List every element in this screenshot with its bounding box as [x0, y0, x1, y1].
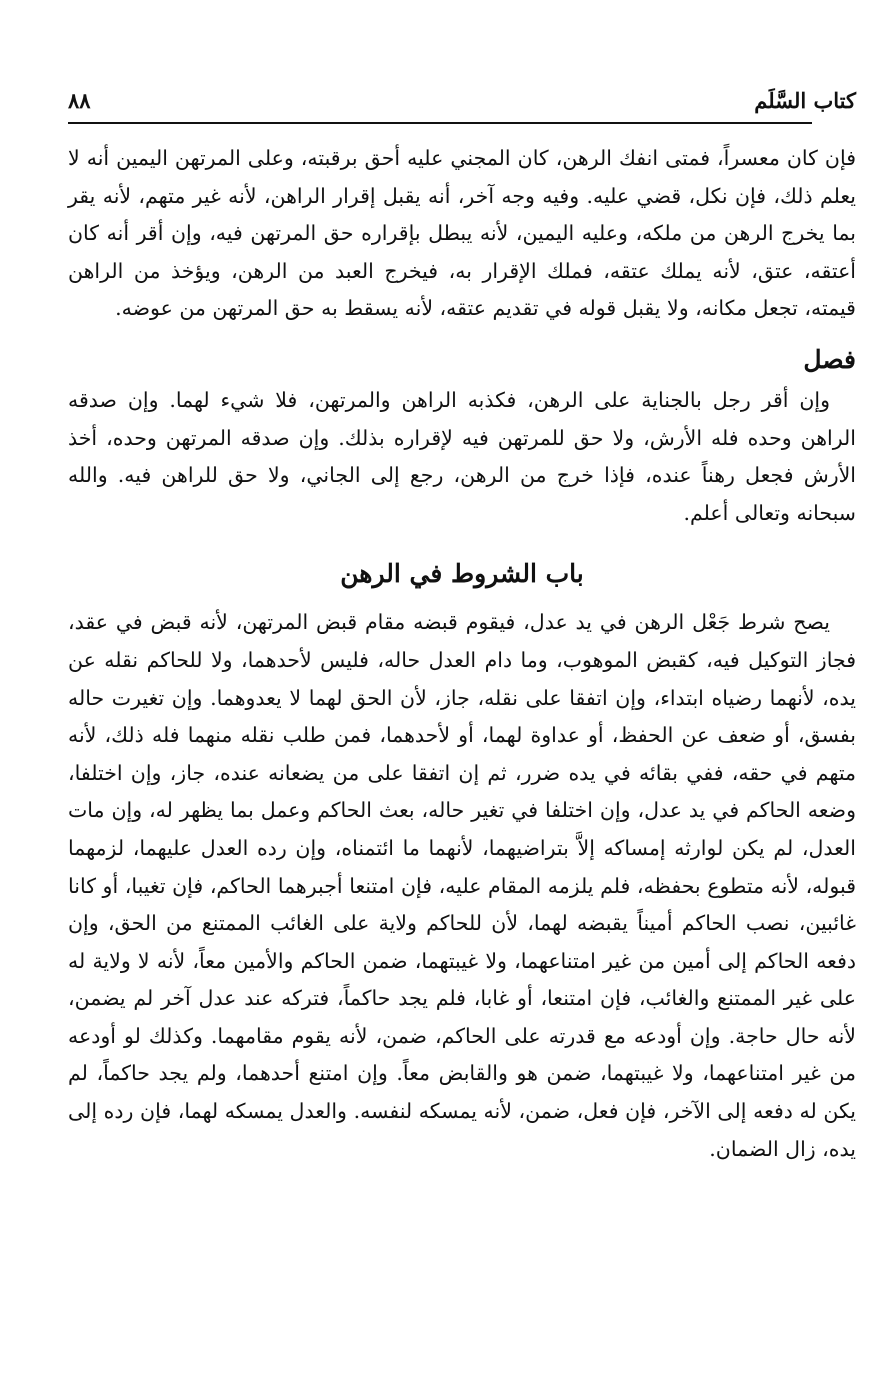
page-header: [68, 82, 856, 124]
book-page: [68, 82, 856, 1352]
running-title: كتاب السَّلَم: [754, 88, 856, 113]
section-paragraph: وإن أقر رجل بالجناية على الرهن، فكذبه الراهن والمرتهن، فلا شيء لهما. وإن صدقه الراهن وحده فله الأرش، ولا حق للمرتهن فيه لإقراره بذلك. وإن صدقه المرتهن وحده، أخذ الأرش فجعل رهناً عنده، فإذا خرج من الرهن، رجع إلى الجاني، ولا حق للراهن فيه. والله سبحانه وتعالى أعلم.: [68, 387, 856, 525]
chapter-paragraph: يصح شرط جَعْل الرهن في يد عدل، فيقوم قبضه مقام قبض المرتهن، لأنه قبض في عقد، فجاز التوكيل فيه، كقبض الموهوب، وما دام العدل حاله، فليس لأحدهما، ولا للحاكم نقله عن يده، لأنهما رضياه ابتداء، وإن اتفقا على نقله، جاز، لأن الحق لهما لا يعدوهما. وإن تغيرت حاله بفسق، أو ضعف عن الحفظ، أو عداوة لهما، أو لأحدهما، فمن طلب نقله منهما فله ذلك، لأنه متهم في حقه، ففي بقائه في يده ضرر، ثم إن اتفقا على من يضعانه عنده، جاز، وإن اختلفا، وضعه الحاكم في يد عدل، وإن اختلفا في تغير حاله، بعث الحاكم وعمل بما يظهر له، وإن مات العدل، لم يكن لوارثه إمساكه إلاَّ بتراضيهما، لأنهما ما ائتمناه، وإن رده العدل عليهما، لزمهما قبوله، لأنه متطوع بحفظه، فلم يلزمه المقام عليه، فإن امتنعا أجبرهما الحاكم، فإن تغيبا، أو كانا غائبين، نصب الحاكم أميناً يقبضه لهما، لأن للحاكم ولاية على الغائب الممتنع من الحق، وإن دفعه الحاكم إلى أمين من غير امتناعهما، ولا غيبتهما، ضمن الحاكم والأمين معاً، لأنه لا ولاية له على غير الممتنع والغائب، فإن امتنعا، أو غابا، فلم يجد حاكماً، فتركه عند عدل آخر لم يضمن، لأنه حال حاجة. وإن أودعه مع قدرته على الحاكم، ضمن، لأنه يقوم مقامهما. وكذلك لو أودعه من غير امتناعهما، ولا غيبتهما، ضمن هو والقابض معاً. وإن امتنع أحدهما، ولم يجد حاكماً، لم يكن له دفعه إلى الآخر، فإن فعل، ضمن، لأنه يمسكه لنفسه. والعدل يمسكه لهما، فإن رده إلى يده، زال الضمان.: [68, 610, 856, 1161]
section-heading: فصل: [803, 344, 856, 374]
page-body: [68, 140, 856, 1168]
chapter-heading: باب الشروط في الرهن: [340, 559, 584, 589]
page-number: ٨٨: [68, 88, 91, 113]
opening-paragraph: فإن كان معسراً، فمتى انفك الرهن، كان المجني عليه أحق برقبته، وعلى المرتهن اليمين أنه لا يعلم ذلك، فإن نكل، قضي عليه. وفيه وجه آخر، أنه يقبل إقرار الراهن، لأنه غير متهم، لأنه يقر بما يخرج الرهن من ملكه، وعليه اليمين، لأنه يبطل بإقراره حق المرتهن فيه، وإن أقر أنه كان أعتقه، عتق، لأنه يملك عتقه، فملك الإقرار به، فيخرج العبد من الرهن، ويؤخذ من الراهن قيمته، تجعل مكانه، ولا يقبل قوله في تقديم عتقه، لأنه يسقط به حق المرتهن من عوضه.: [68, 146, 856, 321]
